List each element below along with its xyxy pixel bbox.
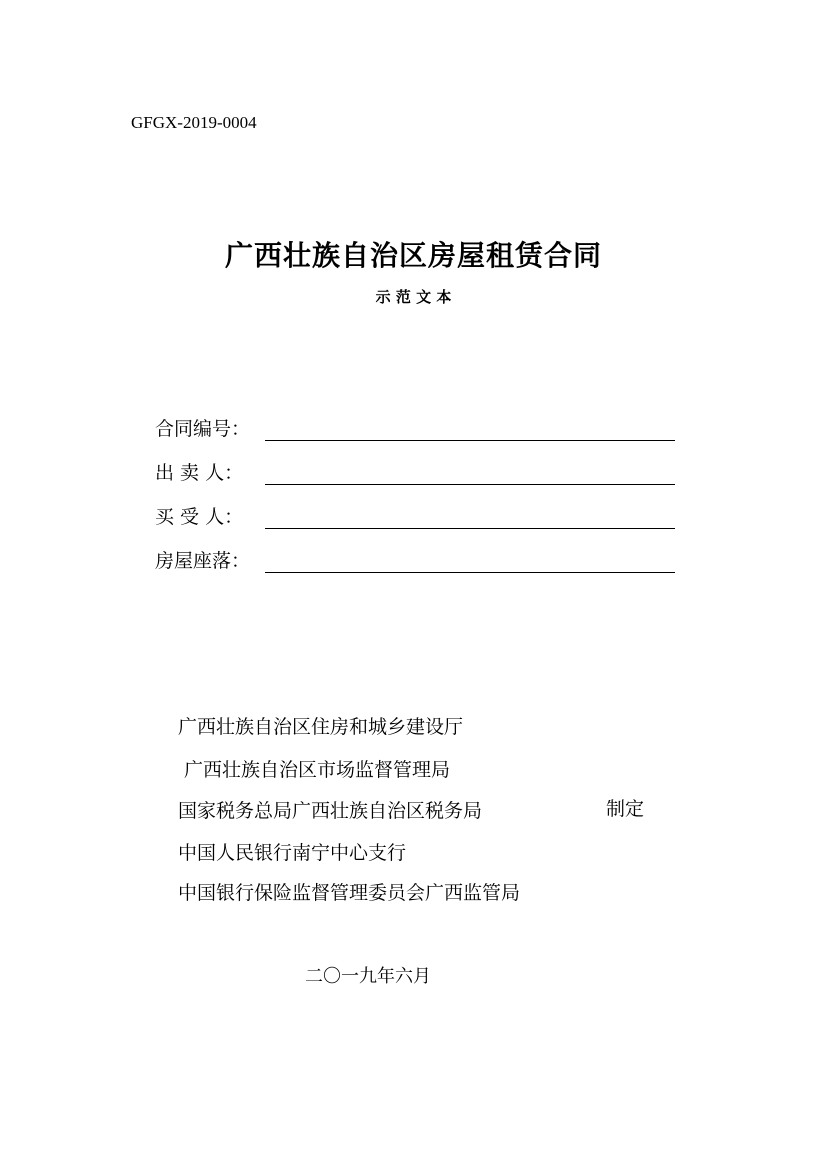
seller-blank-line	[265, 462, 675, 485]
buyer-field	[155, 502, 675, 529]
document-subtitle: 示 范 文 本	[375, 288, 452, 306]
issuer-market-supervision: 广西壮族自治区市场监督管理局	[184, 759, 451, 781]
document-title: 广西壮族自治区房屋租赁合同	[224, 239, 602, 272]
document-code: GFGX-2019-0004	[131, 113, 257, 132]
seller-label: 出 卖 人：	[155, 462, 244, 484]
issuer-housing-department: 广西壮族自治区住房和城乡建设厅	[178, 716, 464, 738]
issuer-tax-bureau: 国家税务总局广西壮族自治区税务局	[178, 800, 483, 822]
contract-number-label: 合同编号：	[155, 418, 251, 440]
contract-number-blank-line	[265, 418, 675, 441]
buyer-label: 买 受 人：	[155, 506, 244, 528]
issuer-banking-insurance-regulator: 中国银行保险监督管理委员会广西监管局	[178, 882, 521, 904]
seller-field	[155, 458, 675, 485]
property-location-label: 房屋座落：	[155, 550, 251, 572]
contract-number-field	[155, 414, 675, 441]
formulated-label: 制定	[606, 798, 645, 820]
property-location-blank-line	[265, 550, 675, 573]
property-location-field	[155, 546, 675, 573]
issuer-central-bank-branch: 中国人民银行南宁中心支行	[178, 842, 407, 864]
document-date: 二〇一九年六月	[305, 966, 431, 987]
buyer-blank-line	[265, 506, 675, 529]
